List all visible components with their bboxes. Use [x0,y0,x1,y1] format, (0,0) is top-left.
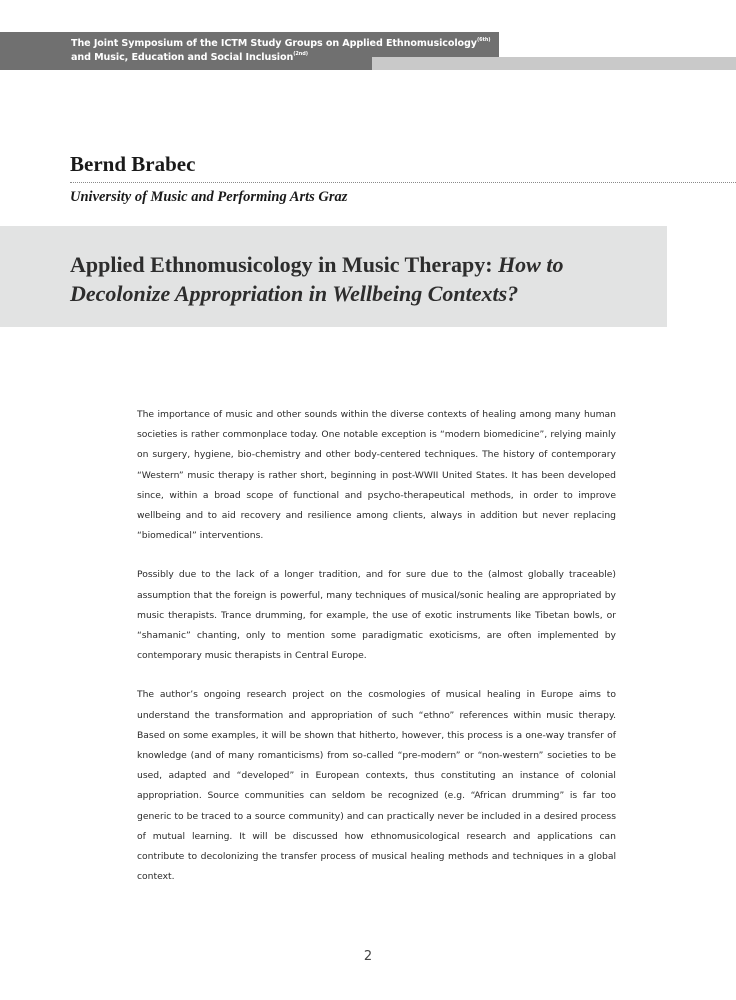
abstract-paragraph: The author’s ongoing research project on the cosmologies of musical healing in Europe aims to understand the transformation and appropriation of such “ethno” references within music therapy. Based on some examples, it will be shown that hitherto, however, this process is a one-way transfer of knowledge (and of many romanticisms) from so-called “pre-modern” or “non-western” societies to be used, adapted and “developed” in European contexts, thus constituting an instance of colonial appropriation. Source communities can seldom be recognized (e.g. “African drumming” is far too generic to be traced to a source community) and can practically never be included in a desired process of mutual learning. It will be discussed how ethnomusicological research and applications can contribute to decolonizing the transfer process of musical healing methods and techniques in a global context. [137,689,616,883]
paper-title-main: Applied Ethnomusicology in Music Therapy: [70,252,499,277]
page-number: 2 [363,949,373,964]
abstract-paragraph: Possibly due to the lack of a longer tradition, and for sure due to the (almost globally traceable) assumption that the foreign is powerful, many techniques of musical/sonic healing are appropriated by music therapists. Trance drumming, for example, the use of exotic instruments like Tibetan bowls, or “shamanic” chanting, only to mention some paradigmatic exoticisms, are often implemented by contemporary music therapists in Central Europe. [137,569,616,662]
author-affiliation: University of Music and Performing Arts Graz [70,189,348,205]
paper-subtitle: How to Decolonize Appropriation in Wellbeing Contexts? [70,252,564,306]
abstract-paragraph: The importance of music and other sounds within the diverse contexts of healing among many human societies is rather commonplace today. One notable exception is “modern biomedicine”, relying mainly on surgery, hygiene, bio-chemistry and other body-centered techniques. The history of contemporary “Western” music therapy is rather short, beginning in post-WWII United States. It has been developed since, within a broad scope of functional and psycho-therapeutical methods, in order to improve wellbeing and to aid recovery and resilience among clients, always in addition but never replacing “biomedical” interventions. [137,409,616,542]
paper-title [70,250,660,308]
abstract [137,405,616,906]
running-header-line-2-text: and Music, Education and Social Inclusion [71,52,294,63]
running-header [71,37,490,65]
running-header-line-1 [71,37,490,51]
author-divider [70,182,736,183]
running-header-line-1-sup: (6th) [476,37,491,43]
running-header-line-1-text: The Joint Symposium of the ICTM Study Groups on Applied Ethnomusicology [71,38,477,49]
author-name: Bernd Brabec [70,152,196,176]
running-header-line-2 [71,51,490,65]
running-header-line-2-sup: (2nd) [293,51,308,57]
